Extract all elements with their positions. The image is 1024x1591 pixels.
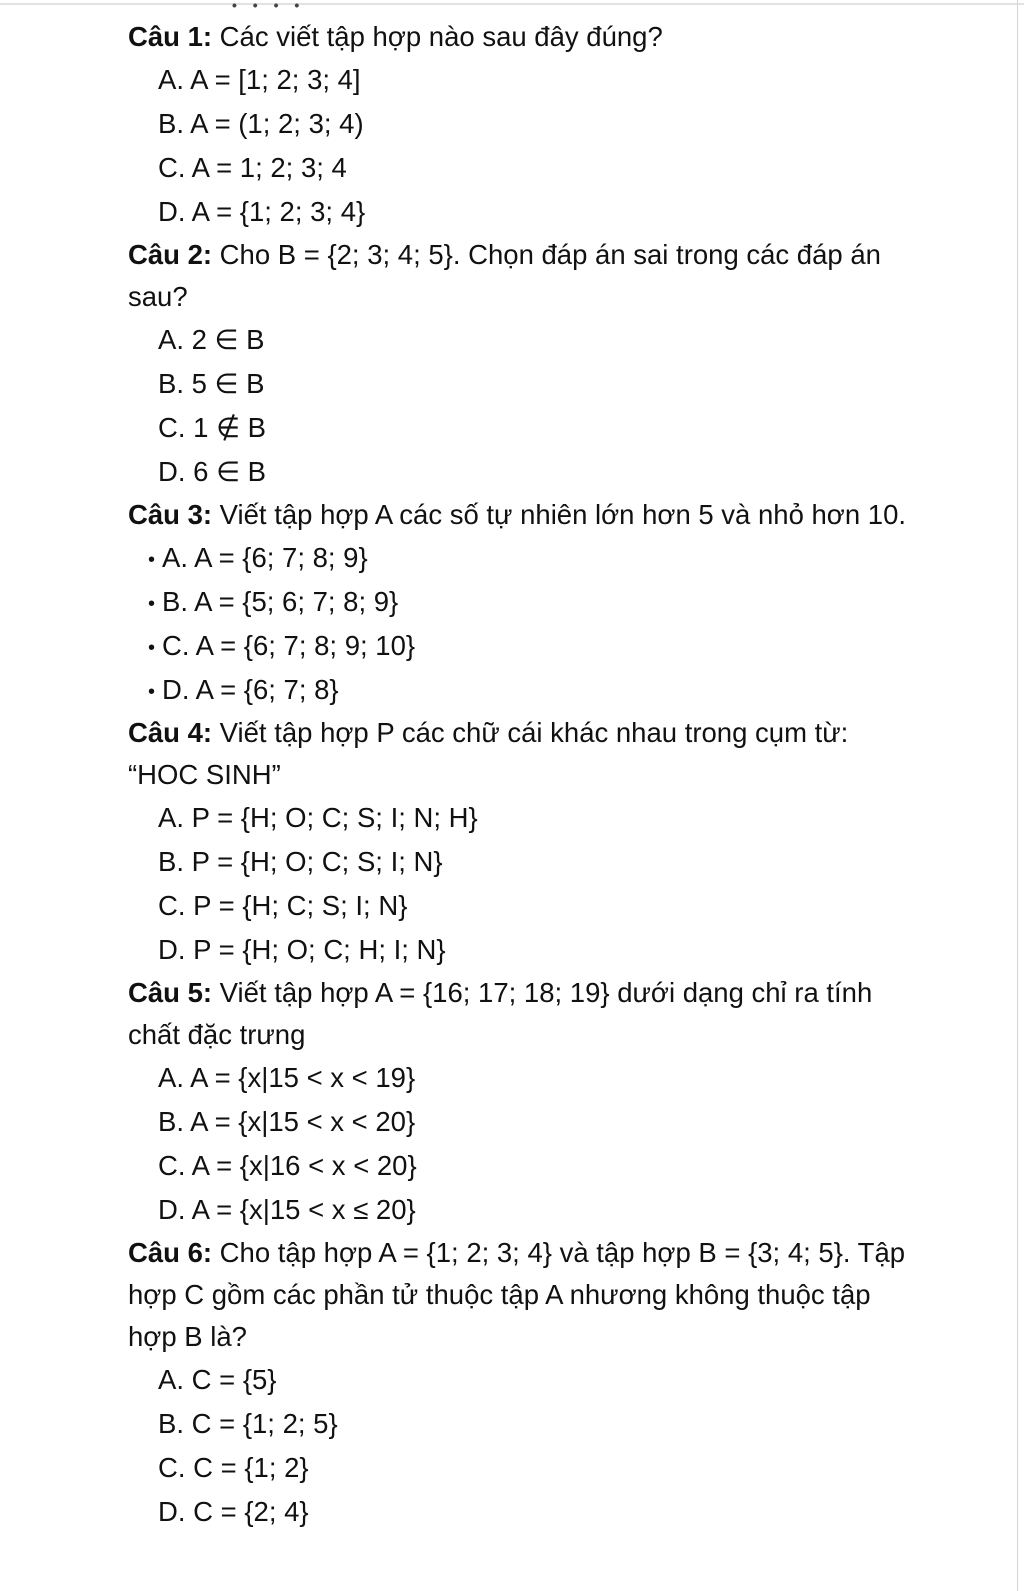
bullet-dot: • (148, 548, 156, 571)
option-text: A = {x|15 < x < 19} (190, 1062, 416, 1093)
question-2-option-b[interactable] (128, 362, 908, 406)
option-text: A = {5; 6; 7; 8; 9} (194, 586, 399, 617)
option-text: A = {x|15 < x < 20} (190, 1106, 416, 1137)
option-letter: C. (158, 1150, 186, 1181)
option-letter: B. (162, 586, 188, 617)
question-5-number: Câu 5: (128, 977, 213, 1008)
quiz-document (128, 16, 908, 1534)
option-text: A = {x|16 < x < 20} (191, 1150, 417, 1181)
option-letter: C. (158, 412, 186, 443)
question-3-text (128, 494, 908, 536)
question-2-number: Câu 2: (128, 239, 213, 270)
option-letter: C. (158, 1452, 186, 1483)
option-letter: B. (158, 108, 184, 139)
question-6-option-a[interactable] (128, 1358, 908, 1402)
option-text: C = {1; 2} (193, 1452, 309, 1483)
question-4-prompt: Viết tập hợp P các chữ cái khác nhau trong cụm từ: “HOC SINH” (128, 717, 849, 790)
question-5-option-c[interactable] (128, 1144, 908, 1188)
question-2-option-d[interactable] (128, 450, 908, 494)
question-6 (128, 1232, 908, 1534)
option-letter: D. (158, 934, 186, 965)
option-letter: D. (162, 674, 190, 705)
question-5-prompt: Viết tập hợp A = {16; 17; 18; 19} dưới dạng chỉ ra tính chất đặc trưng (128, 977, 873, 1050)
bullet-dot: • (148, 592, 156, 615)
question-1-option-d[interactable] (128, 190, 908, 234)
question-1-option-b[interactable] (128, 102, 908, 146)
question-4-text (128, 712, 908, 796)
option-text: A = {1; 2; 3; 4} (191, 196, 366, 227)
question-5-option-b[interactable] (128, 1100, 908, 1144)
question-6-option-c[interactable] (128, 1446, 908, 1490)
option-text: A = {6; 7; 8; 9} (194, 542, 368, 573)
question-5-text (128, 972, 908, 1056)
option-text: A = 1; 2; 3; 4 (191, 152, 347, 183)
question-2-options (128, 318, 908, 494)
option-letter: A. (162, 542, 188, 573)
bullet-dot: • (148, 636, 156, 659)
top-marks: • • • • (232, 0, 306, 13)
question-1-text (128, 16, 908, 58)
question-3-option-b[interactable] (128, 580, 908, 624)
option-text: A = {6; 7; 8} (195, 674, 339, 705)
option-letter: D. (158, 1194, 186, 1225)
option-letter: D. (158, 196, 186, 227)
option-letter: B. (158, 846, 184, 877)
option-letter: A. (158, 1062, 184, 1093)
question-2-option-c[interactable] (128, 406, 908, 450)
option-text: P = {H; O; C; H; I; N} (193, 934, 446, 965)
question-1 (128, 16, 908, 234)
option-letter: A. (158, 64, 184, 95)
question-2-text (128, 234, 908, 318)
question-6-option-b[interactable] (128, 1402, 908, 1446)
option-text: A = {x|15 < x ≤ 20} (191, 1194, 416, 1225)
question-3-option-c[interactable] (128, 624, 908, 668)
question-3-number: Câu 3: (128, 499, 213, 530)
question-2-option-a[interactable] (128, 318, 908, 362)
option-text: A = {6; 7; 8; 9; 10} (195, 630, 416, 661)
question-5-option-d[interactable] (128, 1188, 908, 1232)
question-2-prompt: Cho B = {2; 3; 4; 5}. Chọn đáp án sai trong các đáp án sau? (128, 239, 881, 312)
question-3 (128, 494, 908, 712)
option-letter: C. (162, 630, 190, 661)
question-4-options (128, 796, 908, 972)
question-6-prompt: Cho tập hợp A = {1; 2; 3; 4} và tập hợp B = {3; 4; 5}. Tập hợp C gồm các phần tử thuộc tập A nhương không thuộc tập hợp B là? (128, 1237, 906, 1352)
question-3-prompt: Viết tập hợp A các số tự nhiên lớn hơn 5 và nhỏ hơn 10. (212, 499, 907, 530)
question-5-option-a[interactable] (128, 1056, 908, 1100)
question-6-number: Câu 6: (128, 1237, 213, 1268)
question-4 (128, 712, 908, 972)
question-5 (128, 972, 908, 1232)
option-letter: B. (158, 1408, 184, 1439)
question-1-options (128, 58, 908, 234)
option-text: A = (1; 2; 3; 4) (190, 108, 364, 139)
option-text: 1 ∉ B (193, 412, 267, 443)
option-letter: A. (158, 324, 184, 355)
question-6-option-d[interactable] (128, 1490, 908, 1534)
option-text: 5 ∈ B (191, 368, 265, 399)
question-4-option-a[interactable] (128, 796, 908, 840)
question-1-option-a[interactable] (128, 58, 908, 102)
option-text: P = {H; O; C; S; I; N; H} (191, 802, 478, 833)
option-text: A = [1; 2; 3; 4] (190, 64, 361, 95)
question-4-option-c[interactable] (128, 884, 908, 928)
question-1-prompt: Các viết tập hợp nào sau đây đúng? (212, 21, 663, 52)
option-letter: A. (158, 802, 184, 833)
question-3-option-d[interactable] (128, 668, 908, 712)
option-letter: C. (158, 890, 186, 921)
question-3-option-a[interactable] (128, 536, 908, 580)
question-4-option-b[interactable] (128, 840, 908, 884)
question-4-number: Câu 4: (128, 717, 213, 748)
question-5-options (128, 1056, 908, 1232)
question-2 (128, 234, 908, 494)
question-1-option-c[interactable] (128, 146, 908, 190)
option-text: P = {H; O; C; S; I; N} (191, 846, 443, 877)
right-border (1017, 0, 1018, 1591)
option-letter: B. (158, 368, 184, 399)
option-text: 2 ∈ B (191, 324, 265, 355)
option-letter: C. (158, 152, 186, 183)
option-letter: D. (158, 1496, 186, 1527)
option-text: C = {2; 4} (193, 1496, 309, 1527)
top-divider (0, 3, 1024, 5)
question-1-number: Câu 1: (128, 21, 213, 52)
option-letter: B. (158, 1106, 184, 1137)
question-6-text (128, 1232, 908, 1358)
question-3-options (128, 536, 908, 712)
option-text: P = {H; C; S; I; N} (193, 890, 408, 921)
question-6-options (128, 1358, 908, 1534)
option-letter: D. (158, 456, 186, 487)
question-4-option-d[interactable] (128, 928, 908, 972)
option-text: C = {5} (191, 1364, 277, 1395)
option-text: C = {1; 2; 5} (191, 1408, 338, 1439)
bullet-dot: • (148, 680, 156, 703)
option-letter: A. (158, 1364, 184, 1395)
option-text: 6 ∈ B (193, 456, 267, 487)
